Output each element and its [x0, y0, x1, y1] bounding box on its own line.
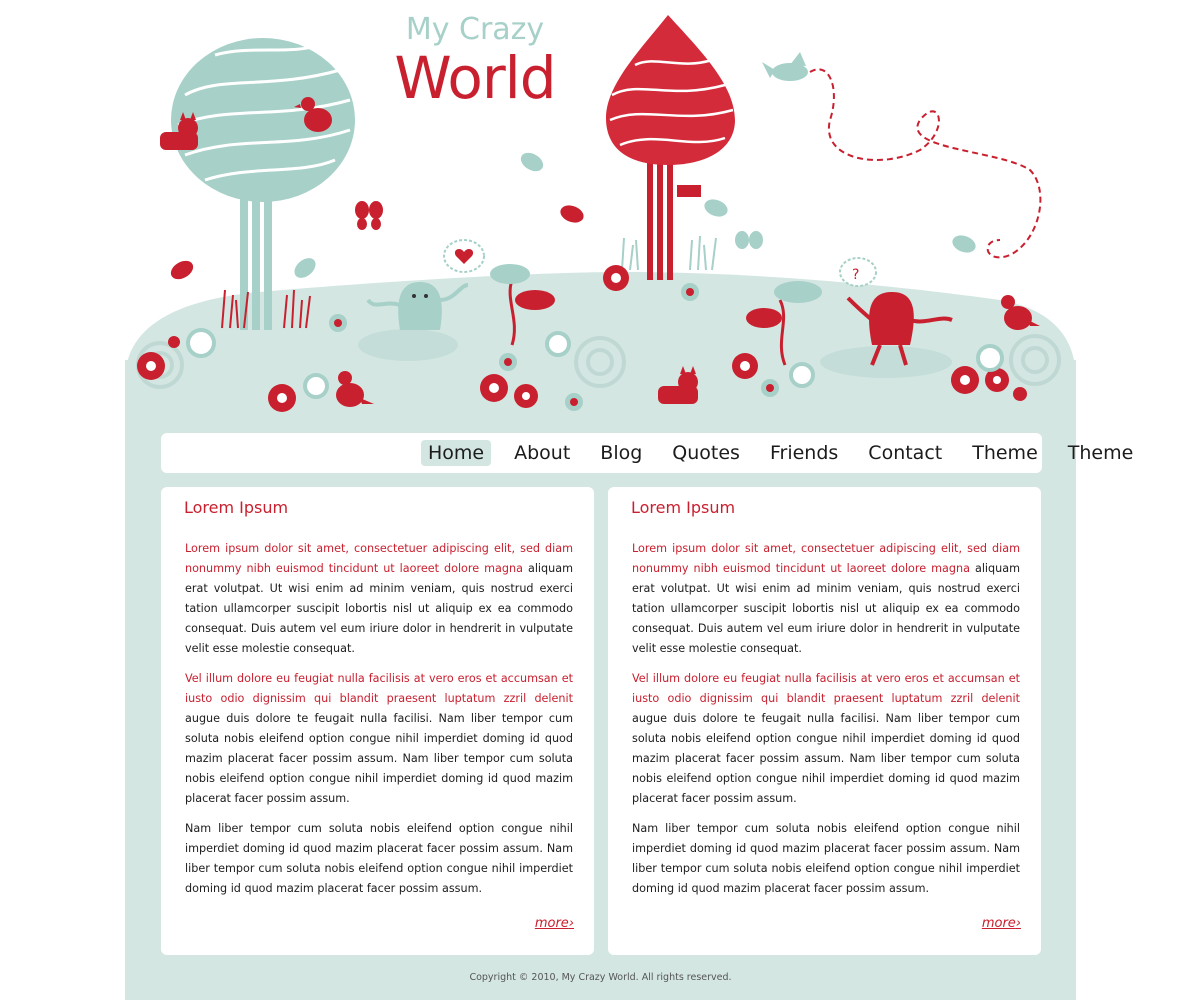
nav-item-theme-2[interactable]: Theme: [1067, 442, 1134, 464]
card-paragraph-1: [185, 539, 573, 659]
card-body: [185, 539, 573, 909]
card-paragraph-2-text: augue duis dolore te feugait nulla facilisi. Nam liber tempor cum soluta nobis eleifend option congue nihil imperdiet doming id quod mazim placerat facer possim assum. Nam liber tempor cum soluta nobis eleifend option congue nihil imperdiet doming id quod mazim placerat facer possim assum.: [632, 712, 1020, 805]
nav-item-about[interactable]: About: [514, 442, 571, 464]
more-link[interactable]: [535, 916, 574, 931]
logo-title-big: World: [394, 44, 556, 112]
more-link-label: more: [981, 916, 1016, 931]
header-artwork: [0, 0, 1200, 430]
card-paragraph-2: [185, 669, 573, 809]
card-paragraph-2-highlight: Vel illum dolore eu feugiat nulla facilisis at vero eros et accumsan et iusto odio dignissim qui blandit praesent luptatum zzril delenit: [632, 672, 1020, 705]
logo-title-small: My Crazy: [405, 12, 545, 47]
main-navigation: [161, 433, 1134, 473]
card-paragraph-3: Nam liber tempor cum soluta nobis eleifend option congue nihil imperdiet doming id quod mazim placerat facer possim assum. Nam liber tempor cum soluta nobis eleifend option congue nihil imperdiet doming id quod mazim placerat facer possim assum.: [185, 822, 573, 895]
card-paragraph-2: [632, 669, 1020, 809]
card-paragraph-1-highlight: Lorem ipsum dolor sit amet, consectetuer adipiscing elit, sed diam nonummy nibh euismod tincidunt ut laoreet dolore magna: [632, 542, 1020, 575]
card-title: Lorem Ipsum: [631, 498, 736, 517]
chevron-right-icon: ›: [1015, 916, 1021, 931]
svg-text:?: ?: [852, 267, 860, 283]
card-paragraph-1-text: aliquam erat volutpat. Ut wisi enim ad minim veniam, quis nostrud exerci tation ullamcorper suscipit lobortis nisl ut aliquip ex ea commodo consequat. Duis autem vel eum iriure dolor in hendrerit in vulputate velit esse molestie consequat.: [632, 562, 1020, 655]
header-illustration: [0, 0, 1200, 430]
card-title: Lorem Ipsum: [184, 498, 289, 517]
more-link-label: more: [534, 916, 569, 931]
more-link[interactable]: [982, 916, 1021, 931]
mint-butterfly-icon: [735, 231, 763, 249]
site-logo[interactable]: [380, 12, 570, 112]
heart-speech-bubble-icon: [444, 240, 484, 272]
card-paragraph-1-highlight: Lorem ipsum dolor sit amet, consectetuer adipiscing elit, sed diam nonummy nibh euismod tincidunt ut laoreet dolore magna: [185, 542, 573, 575]
dashed-flight-path: [810, 69, 1040, 257]
question-speech-bubble-icon: [840, 258, 876, 286]
flying-bird-icon: [762, 52, 808, 81]
nav-item-friends[interactable]: Friends: [769, 442, 839, 464]
card-paragraph-3: Nam liber tempor cum soluta nobis eleifend option congue nihil imperdiet doming id quod mazim placerat facer possim assum. Nam liber tempor cum soluta nobis eleifend option congue nihil imperdiet doming id quod mazim placerat facer possim assum.: [632, 822, 1020, 895]
nav-item-theme[interactable]: Theme: [972, 442, 1038, 464]
footer-copyright: Copyright © 2010, My Crazy World. All rights reserved.: [469, 972, 732, 983]
card-paragraph-1-text: aliquam erat volutpat. Ut wisi enim ad minim veniam, quis nostrud exerci tation ullamcorper suscipit lobortis nisl ut aliquip ex ea commodo consequat. Duis autem vel eum iriure dolor in hendrerit in vulputate velit esse molestie consequat.: [185, 562, 573, 655]
content-card-right: [608, 487, 1041, 955]
nav-item-blog[interactable]: Blog: [600, 442, 643, 464]
card-paragraph-2-highlight: Vel illum dolore eu feugiat nulla facilisis at vero eros et accumsan et iusto odio dignissim qui blandit praesent luptatum zzril delenit: [185, 672, 573, 705]
mint-tree: [171, 38, 355, 330]
chevron-right-icon: ›: [568, 916, 574, 931]
nav-item-home[interactable]: Home: [421, 440, 491, 466]
content-card-left: [161, 487, 594, 955]
card-paragraph-1: [632, 539, 1020, 659]
nav-items: [421, 440, 1150, 466]
butterfly-icon: [355, 201, 383, 230]
nav-item-quotes[interactable]: Quotes: [672, 442, 740, 464]
nav-item-contact[interactable]: Contact: [868, 442, 943, 464]
card-body: [632, 539, 1020, 909]
card-paragraph-2-text: augue duis dolore te feugait nulla facilisi. Nam liber tempor cum soluta nobis eleifend option congue nihil imperdiet doming id quod mazim placerat facer possim assum. Nam liber tempor cum soluta nobis eleifend option congue nihil imperdiet doming id quod mazim placerat facer possim assum.: [185, 712, 573, 805]
